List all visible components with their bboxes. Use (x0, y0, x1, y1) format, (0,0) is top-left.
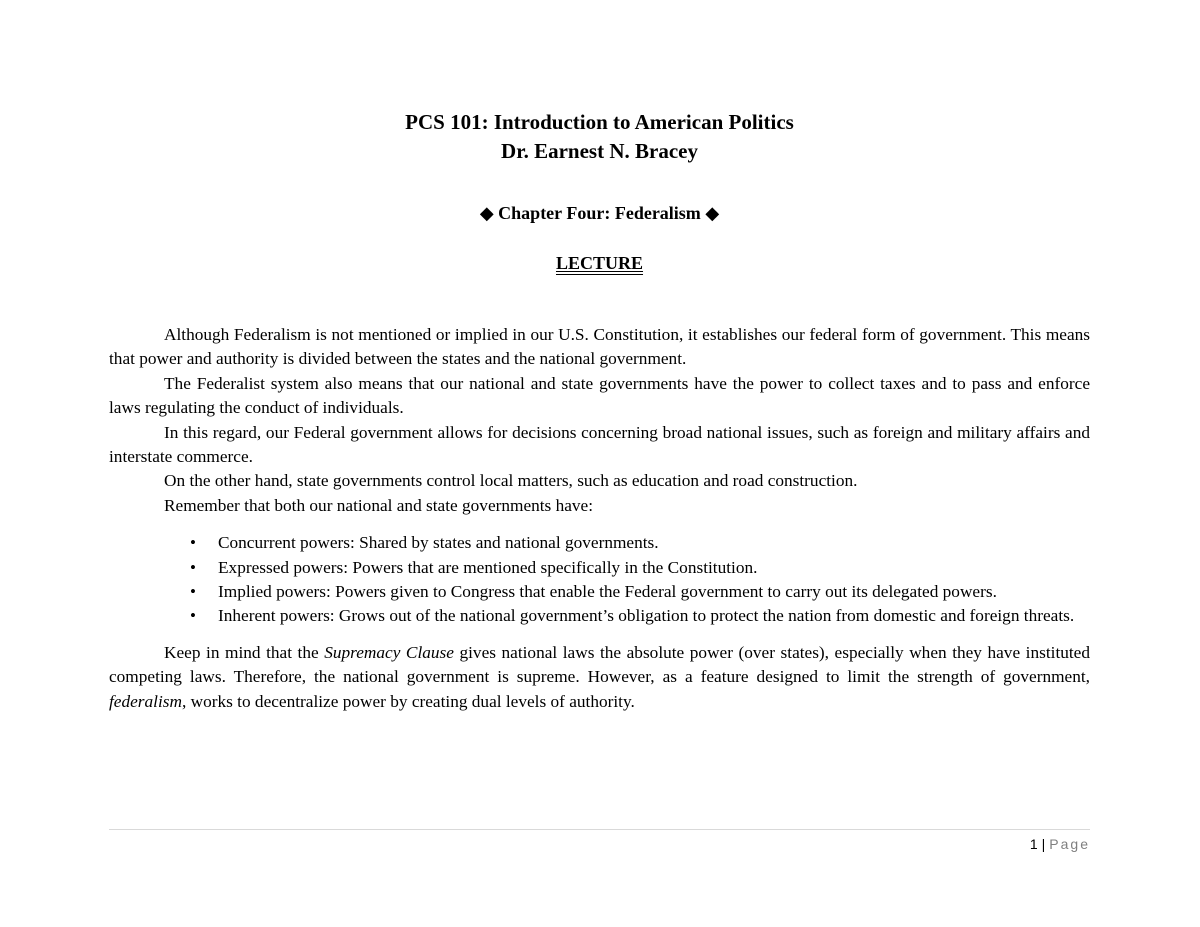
powers-list (109, 531, 1090, 629)
list-item-text: Concurrent powers: Shared by states and national governments. (218, 533, 659, 553)
author-name: Dr. Earnest N. Bracey (501, 139, 698, 163)
list-item-text: Inherent powers: Grows out of the national government’s obligation to protect the nation from domestic and foreign threats. (218, 606, 1075, 626)
chapter-heading (109, 200, 1090, 226)
footer-separator: | (1041, 836, 1046, 852)
supremacy-clause-term: Supremacy Clause (324, 642, 454, 662)
bullet-icon: • (190, 533, 196, 553)
lecture-body (109, 323, 1090, 714)
bullet-icon: • (190, 582, 196, 602)
paragraph: Remember that both our national and state governments have: (164, 495, 594, 515)
closing-text-3: , works to decentralize power by creating dual levels of authority. (181, 691, 635, 711)
page-number: 1 (1029, 836, 1038, 852)
document-page (109, 0, 1090, 927)
document-header (109, 108, 1090, 166)
bullet-icon: • (190, 606, 196, 626)
list-item (190, 604, 1090, 628)
bullet-icon: • (190, 557, 196, 577)
closing-paragraph (109, 641, 1090, 714)
page-label: Page (1049, 836, 1090, 852)
chapter-title: Chapter Four: Federalism (498, 203, 701, 223)
diamond-right-icon: ◆ (705, 203, 720, 223)
list-item (190, 580, 1090, 604)
list-item-text: Expressed powers: Powers that are mentioned specifically in the Constitution. (218, 557, 758, 577)
footer-divider (109, 829, 1090, 830)
closing-text-2: gives national laws the absolute power (over states), especially when they have instituted competing laws. Therefore, the national government is supreme. However, as a feature designed to limit the strength of government, (109, 642, 1090, 687)
section-heading (109, 250, 1090, 276)
list-item-text: Implied powers: Powers given to Congress that enable the Federal government to carry out its delegated powers. (218, 582, 997, 602)
list-item (190, 556, 1090, 580)
page-footer (1030, 835, 1090, 853)
paragraph: In this regard, our Federal government allows for decisions concerning broad national issues, such as foreign and military affairs and interstate commerce. (109, 422, 1090, 467)
closing-text-1: Keep in mind that the (164, 642, 325, 662)
paragraph: The Federalist system also means that our national and state governments have the power to collect taxes and to pass and enforce laws regulating the conduct of individuals. (109, 373, 1090, 418)
federalism-term: federalism (109, 691, 182, 711)
list-item (190, 531, 1090, 555)
course-title: PCS 101: Introduction to American Politics (405, 110, 794, 134)
paragraph: On the other hand, state governments control local matters, such as education and road construction. (164, 471, 858, 491)
diamond-left-icon: ◆ (479, 203, 494, 223)
paragraph: Although Federalism is not mentioned or implied in our U.S. Constitution, it establishes our federal form of government. This means that power and authority is divided between the states and the national government. (109, 325, 1090, 369)
lecture-label: LECTURE (555, 253, 644, 273)
